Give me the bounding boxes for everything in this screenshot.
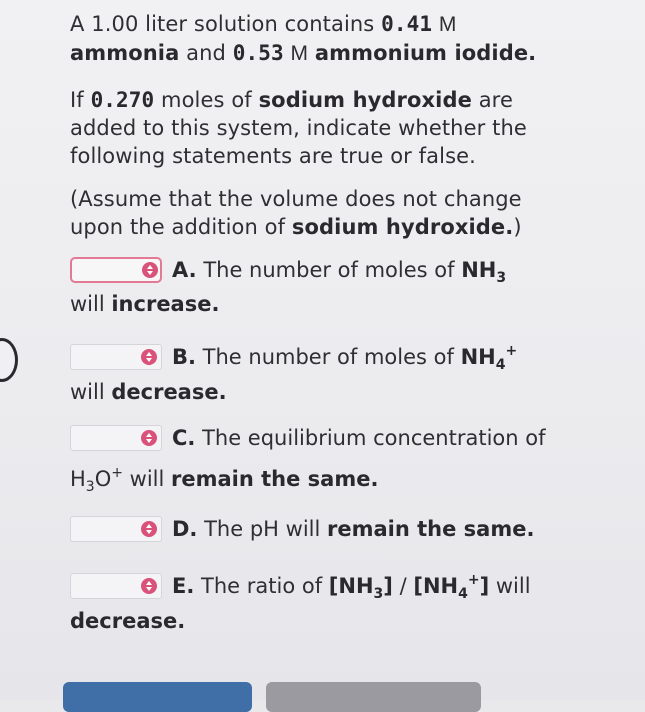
statement-b-continuation	[70, 378, 227, 406]
statement-body: The number of moles of	[203, 258, 455, 282]
assumption-part: )	[513, 215, 522, 239]
select-arrows-icon	[141, 430, 157, 446]
statement-c-continuation	[70, 465, 378, 493]
submit-button[interactable]	[63, 682, 252, 712]
statement-body: will	[70, 380, 112, 404]
intro-text	[70, 10, 536, 68]
species: H	[70, 467, 86, 491]
ammonia-concentration: 0.41	[381, 12, 433, 36]
base-label: sodium hydroxide	[258, 88, 472, 112]
statement-d-text	[172, 515, 534, 543]
statement-body: The equilibrium concentration of	[202, 426, 546, 450]
species: O	[94, 467, 112, 491]
statement-emphasis: decrease.	[111, 380, 227, 404]
statement-e-text	[172, 572, 531, 600]
statement-letter: D.	[172, 517, 198, 541]
intro-line1: A 1.00 liter solution contains	[70, 12, 382, 36]
species: NH	[461, 258, 497, 282]
molar-unit: M	[290, 42, 309, 65]
bracket: [	[413, 574, 423, 598]
question-line2: added to this system, indicate whether the	[70, 116, 527, 140]
bracket: ]	[383, 574, 393, 598]
ammonia-label: ammonia	[70, 41, 180, 65]
statement-letter: A.	[172, 258, 197, 282]
ammonium-iodide-label: ammonium iodide.	[314, 41, 537, 65]
statement-emphasis: remain the same.	[171, 467, 379, 491]
assumption-text	[70, 185, 522, 241]
statement-emphasis: remain the same.	[327, 517, 535, 541]
secondary-button[interactable]	[266, 682, 481, 712]
subscript: 3	[496, 270, 507, 286]
subscript: 3	[85, 479, 95, 495]
species: NH	[338, 574, 374, 598]
question-line3: following statements are true or false.	[70, 144, 476, 168]
statement-e-select[interactable]	[70, 573, 162, 599]
statement-body: The ratio of	[201, 574, 323, 598]
statement-body: will	[70, 292, 112, 316]
iodide-concentration: 0.53	[232, 41, 284, 65]
statement-c-select[interactable]	[70, 425, 162, 451]
species: NH	[422, 574, 459, 598]
question-part: If	[70, 88, 91, 112]
statement-body: The number of moles of	[202, 345, 454, 369]
select-arrows-icon	[141, 349, 157, 365]
bracket: [	[328, 574, 339, 598]
statement-emphasis: decrease.	[70, 609, 186, 633]
assumption-line1: (Assume that the volume does not change	[70, 187, 522, 211]
subscript: 4	[495, 357, 506, 373]
statement-a-select[interactable]	[70, 257, 162, 283]
assumption-base: sodium hydroxide.	[291, 215, 514, 239]
divider: /	[392, 574, 414, 598]
superscript: +	[505, 343, 518, 359]
statement-b-text	[172, 343, 517, 371]
species: NH	[460, 345, 496, 369]
statement-c-text	[172, 424, 545, 452]
statement-body: The pH will	[204, 517, 327, 541]
assumption-part: upon the addition of	[70, 215, 292, 239]
question-part: are	[471, 88, 513, 112]
question-text	[70, 86, 527, 170]
subscript: 4	[458, 586, 468, 602]
select-arrows-icon	[141, 521, 157, 537]
statement-d-select[interactable]	[70, 516, 162, 542]
question-part: moles of	[154, 88, 259, 112]
superscript: +	[111, 465, 123, 481]
select-arrows-icon	[142, 262, 158, 278]
statement-letter: E.	[172, 574, 195, 598]
subscript: 3	[373, 586, 384, 602]
statement-a-continuation	[70, 290, 219, 318]
statement-body: will	[122, 467, 172, 491]
statement-letter: B.	[172, 345, 196, 369]
conjunction: and	[179, 41, 233, 65]
select-arrows-icon	[141, 578, 157, 594]
left-edge-shape	[0, 338, 18, 382]
statement-b-select[interactable]	[70, 344, 162, 370]
moles-value: 0.270	[90, 88, 155, 112]
statement-emphasis: increase.	[111, 292, 220, 316]
molar-unit: M	[438, 13, 457, 36]
superscript: +	[467, 572, 480, 588]
statement-e-continuation	[70, 607, 185, 635]
bracket: ]	[479, 574, 490, 598]
statement-letter: C.	[172, 426, 196, 450]
statement-body: will	[489, 574, 531, 598]
statement-a-text	[172, 256, 506, 284]
